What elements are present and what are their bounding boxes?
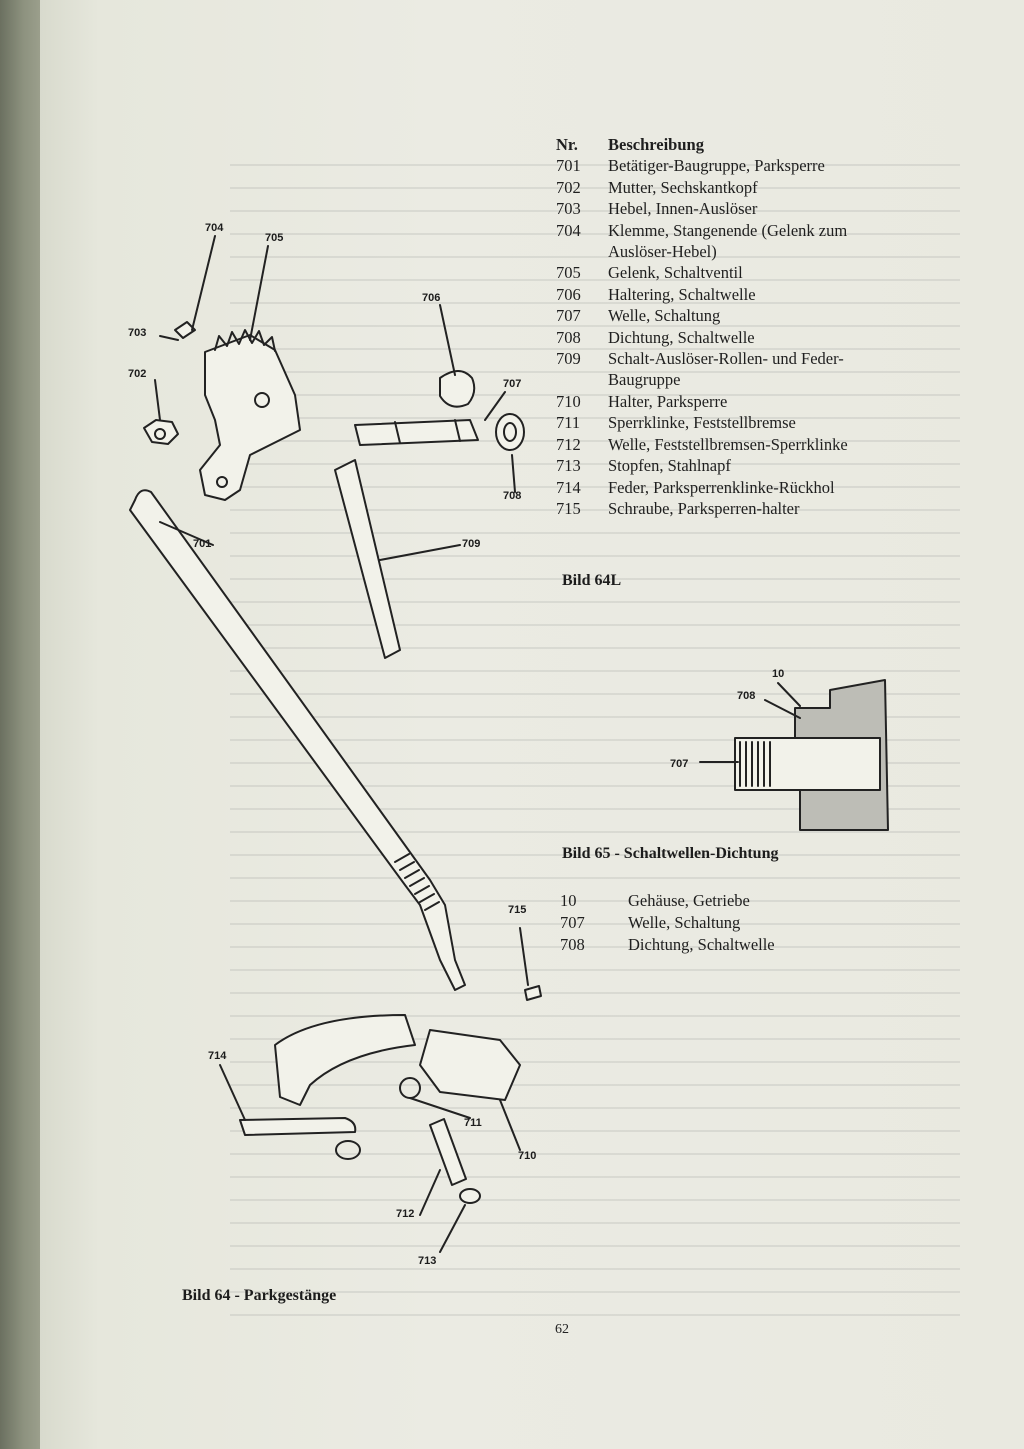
part-number: 712 (556, 434, 581, 454)
part-description: Schraube, Parksperren-halter (608, 498, 800, 518)
hex-nut-drawing (144, 420, 178, 444)
part-number: 713 (556, 456, 581, 476)
part-description: Welle, Feststellbremsen-Sperrklinke (608, 434, 848, 454)
callout-702: 702 (128, 368, 147, 380)
callout-709: 709 (462, 538, 481, 550)
part-description: Gelenk, Schaltventil (608, 263, 743, 283)
callout-701: 701 (193, 538, 212, 550)
callout-705: 705 (265, 232, 284, 244)
header-nr: Nr. (556, 135, 578, 154)
inner-lever-drawing (200, 335, 300, 500)
legend-number: 707 (560, 913, 585, 932)
callout-713: 713 (418, 1255, 437, 1267)
part-description: Sperrklinke, Feststellbremse (608, 413, 796, 433)
part-description: Welle, Schaltung (608, 306, 721, 326)
actuator-rod-drawing (130, 490, 465, 990)
part-description: Klemme, Stangenende (Gelenk zum (608, 220, 848, 240)
page-number: 62 (555, 1322, 569, 1337)
part-description: Hebel, Innen-Auslöser (608, 199, 758, 219)
part-description: Feder, Parksperrenklinke-Rückhol (608, 477, 835, 497)
part-number: 711 (556, 413, 581, 433)
pawl-shaft-drawing (430, 1119, 466, 1185)
part-number: 704 (556, 220, 581, 240)
callout-fig65-708: 708 (737, 690, 756, 702)
callout-710: 710 (518, 1150, 537, 1162)
shaft-seal-drawing (496, 414, 524, 450)
callout-fig65-10: 10 (772, 668, 785, 680)
legend-description: Gehäuse, Getriebe (628, 891, 750, 910)
callout-712: 712 (396, 1208, 415, 1220)
part-number: 705 (556, 263, 581, 283)
part-number: 709 (556, 349, 581, 369)
callout-703: 703 (128, 327, 147, 339)
park-bracket-drawing (420, 1030, 520, 1100)
part-description: Haltering, Schaltwelle (608, 284, 756, 304)
return-spring-drawing (240, 1118, 355, 1135)
part-description: Mutter, Sechskantkopf (608, 177, 758, 197)
part-number: 703 (556, 199, 581, 219)
callout-706: 706 (422, 292, 441, 304)
part-number: 710 (556, 391, 581, 411)
callout-fig65-707: 707 (670, 758, 689, 770)
part-description: Baugruppe (608, 370, 681, 390)
part-description: Halter, Parksperre (608, 391, 728, 411)
part-number: 715 (556, 498, 581, 518)
part-description: Auslöser-Hebel) (608, 242, 717, 262)
part-description: Betätiger-Baugruppe, Parksperre (608, 156, 825, 176)
part-number: 701 (556, 156, 581, 176)
callout-704: 704 (205, 222, 224, 234)
legend-description: Welle, Schaltung (628, 913, 741, 932)
part-description: Dichtung, Schaltwelle (608, 327, 755, 347)
legend-number: 708 (560, 935, 585, 954)
fig65-shaft-drawing (735, 738, 880, 790)
fig-65-caption: Bild 65 - Schaltwellen-Dichtung (562, 845, 779, 862)
callout-711: 711 (464, 1117, 482, 1129)
part-number: 707 (556, 306, 581, 326)
part-number: 702 (556, 177, 581, 197)
callout-715: 715 (508, 904, 527, 916)
part-number: 708 (556, 327, 581, 347)
part-number: 714 (556, 477, 581, 497)
legend-number: 10 (560, 891, 577, 910)
legend-description: Dichtung, Schaltwelle (628, 935, 775, 954)
fig-64l-caption: Bild 64L (562, 572, 622, 589)
retainer-ring-drawing (440, 371, 474, 407)
pawl-drawing (275, 1015, 415, 1105)
bolt-drawing (525, 986, 541, 1000)
callout-707: 707 (503, 378, 522, 390)
steel-cup-plug-drawing (460, 1189, 480, 1203)
callout-708: 708 (503, 490, 522, 502)
part-description: Schalt-Auslöser-Rollen- und Feder- (608, 349, 844, 369)
callout-714: 714 (208, 1050, 227, 1062)
header-desc: Beschreibung (608, 135, 704, 154)
part-number: 706 (556, 284, 581, 304)
part-description: Stopfen, Stahlnapf (608, 456, 731, 476)
fig-64-caption: Bild 64 - Parkgestänge (182, 1287, 337, 1304)
